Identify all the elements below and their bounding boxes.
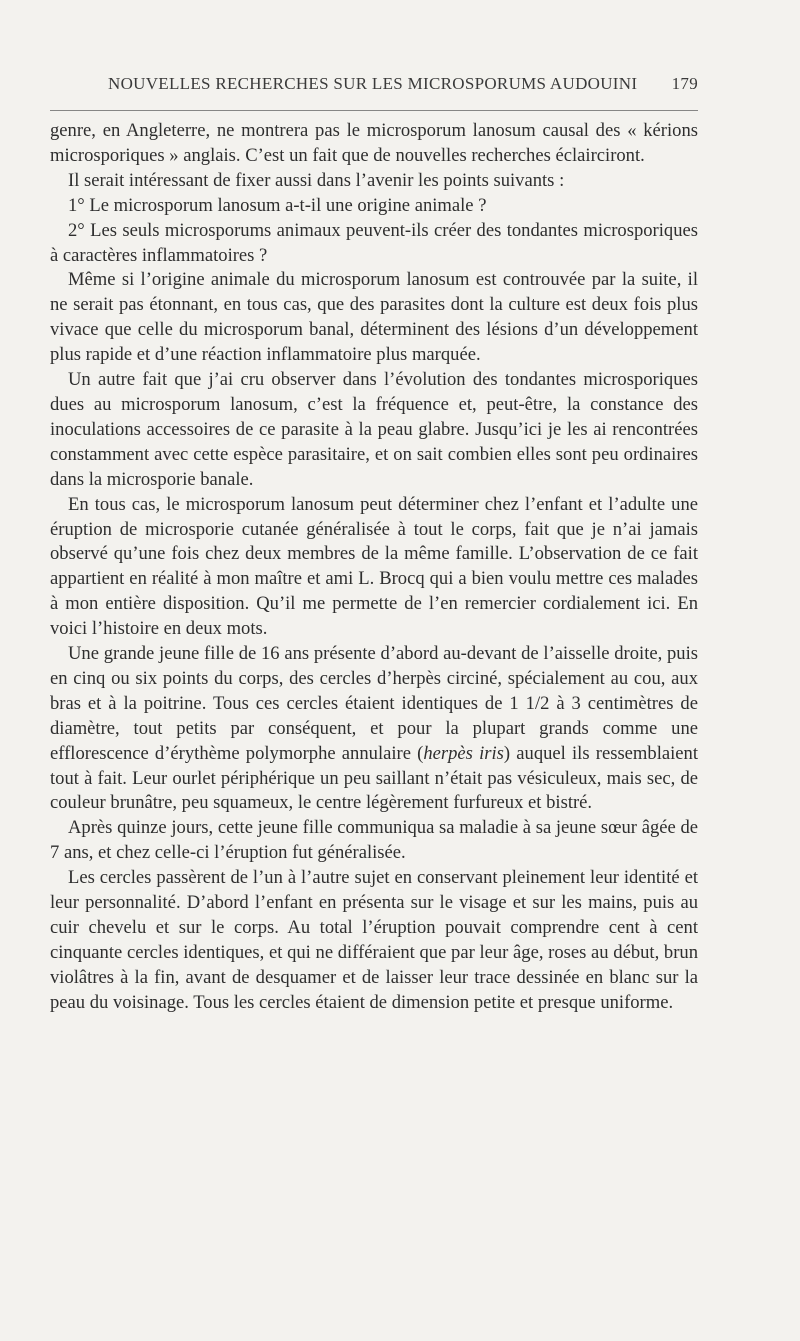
paragraph <box>50 368 698 493</box>
paragraph <box>50 119 698 169</box>
paragraph-text: En tous cas, le microsporum lanosum peut déterminer chez l’enfant et l’adulte une éruption de microsporie cutanée généralisée à tout le corps, fait que je n’ai jamais observé qu’une fois chez deux membres de la même famille. L’observation de ce fait appartient en réalité à mon maître et ami L. Brocq qui a bien voulu mettre ces malades à mon entière disposition. Qu’il me permette de l’en remercier cordialement ici. En voici l’histoire en deux mots. <box>50 493 698 640</box>
paragraph <box>50 866 698 1015</box>
paragraph-text: ) auquel ils ressemblaient tout à fait. Leur ourlet périphérique un peu saillant n’était pas vésiculeux, mais sec, de couleur brunâtre, peu squameux, le centre légèrement furfureux et bistré. <box>50 742 698 814</box>
paragraph-text: 2° Les seuls microsporums animaux peuvent-ils créer des tondantes microsporiques à caractères inflammatoires ? <box>50 219 698 266</box>
paragraph <box>50 169 698 194</box>
paragraph-text: 1° Le microsporum lanosum a-t-il une origine animale ? <box>68 194 487 216</box>
paragraph-text: Il serait intéressant de fixer aussi dans l’avenir les points suivants : <box>68 169 565 191</box>
paragraph <box>50 194 698 219</box>
book-page <box>50 70 698 1016</box>
italic-term: herpès iris <box>423 742 504 764</box>
paragraph-text: Après quinze jours, cette jeune fille communiqua sa maladie à sa jeune sœur âgée de 7 ans, et chez celle-ci l’éruption fut généralisée. <box>50 817 698 864</box>
paragraph-text: Même si l’origine animale du microsporum lanosum est controuvée par la suite, il ne serait pas étonnant, en tous cas, que des parasites dont la culture est deux fois plus vivace que celle du microsporum banal, déterminent des lésions d’un développement plus rapide et d’une réaction inflammatoire plus marquée. <box>50 269 698 366</box>
running-title: NOUVELLES RECHERCHES SUR LES MICROSPORUMS AUDOUINI <box>108 74 638 93</box>
paragraph-text: Un autre fait que j’ai cru observer dans l’évolution des tondantes microsporiques dues au microsporum lanosum, c’est la fréquence et, peut-être, la constance des inoculations accessoires de ce parasite à la peau glabre. Jusqu’ici je les ai rencontrées constamment avec cette espèce parasitaire, et on sait combien elles sont peu ordinaires dans la microsporie banale. <box>50 369 698 490</box>
header-rule <box>50 110 698 111</box>
paragraph-text: genre, en Angleterre, ne montrera pas le microsporum lanosum causal des « kérions microsporiques » anglais. C’est un fait que de nouvelles recherches éclairciront. <box>50 120 698 166</box>
paragraph <box>50 268 698 368</box>
body-text <box>50 119 698 1016</box>
paragraph-text: Une grande jeune fille de 16 ans présente d’abord au-devant de l’aisselle droite, puis en cinq ou six points du corps, des cercles d’herpès circiné, spécialement au cou, aux bras et à la poitrine. Tous ces cercles étaient identiques de 1 1/2 à 3 centimètres de diamètre, tout petits par conséquent, et pour la plupart grands comme une efflorescence d’érythème polymorphe annulaire ( <box>50 643 698 764</box>
paragraph <box>50 219 698 269</box>
paragraph <box>50 493 698 642</box>
paragraph-text: Les cercles passèrent de l’un à l’autre sujet en conservant pleinement leur identité et leur personnalité. D’abord l’enfant en présenta sur le visage et sur les mains, puis au cuir chevelu et sur le corps. Au total l’éruption pouvait comprendre cent à cent cinquante cercles identiques, et qui ne différaient que par leur âge, roses au début, brun violâtres à la fin, avant de desquamer et de laisser leur trace dessinée en blanc sur la peau du voisinage. Tous les cercles étaient de dimension petite et presque uniforme. <box>50 867 698 1013</box>
page-number: 179 <box>671 74 698 93</box>
running-header <box>50 70 698 98</box>
paragraph <box>50 816 698 866</box>
paragraph <box>50 642 698 816</box>
